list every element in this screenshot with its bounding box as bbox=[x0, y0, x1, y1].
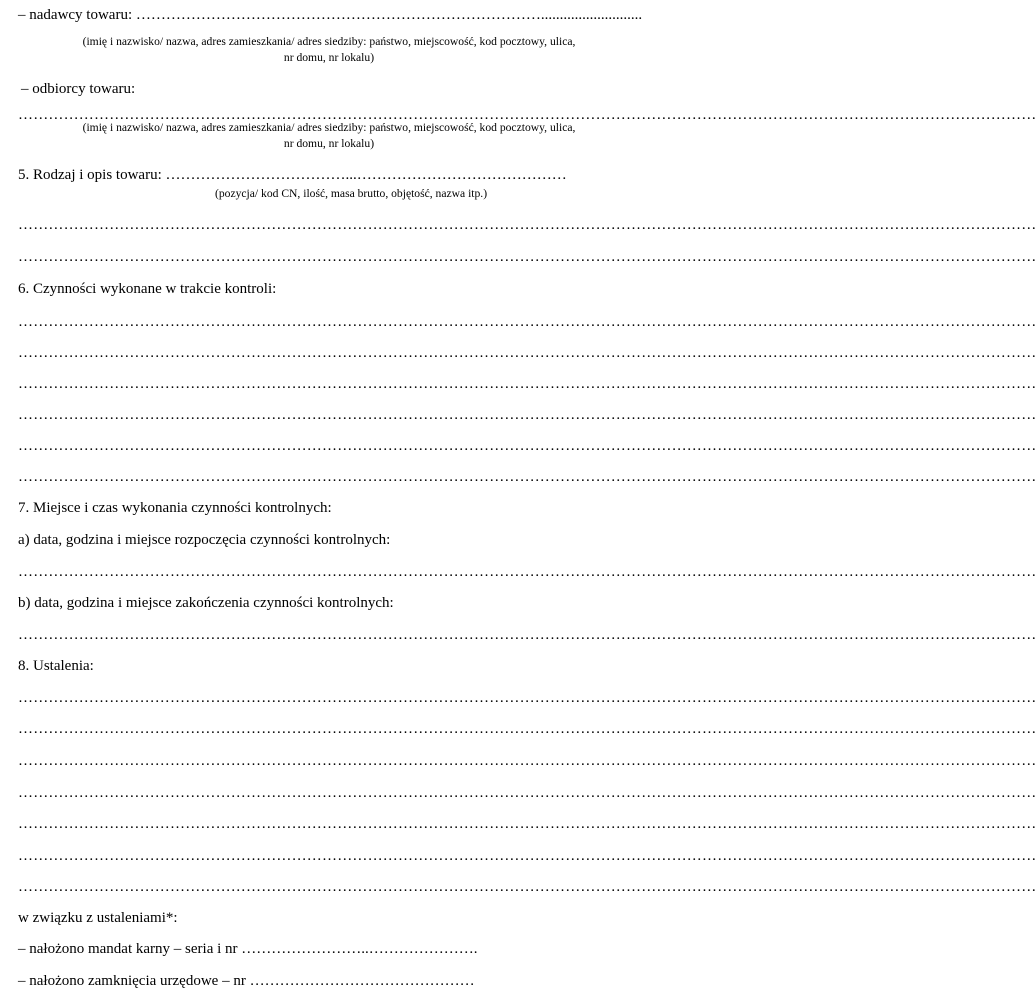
section-6-dotted-line-1[interactable]: ………………………………………………………………………………………………………………………………………………………………………………… bbox=[18, 314, 1036, 330]
section-6-dotted-line-2[interactable]: ………………………………………………………………………………………………………………………………………………………………………………… bbox=[18, 345, 1036, 361]
seal-field bbox=[18, 972, 475, 990]
section-5-field bbox=[18, 166, 567, 184]
section-6-dotted-line-4[interactable]: ………………………………………………………………………………………………………………………………………………………………………………… bbox=[18, 407, 1036, 423]
section-7a-label: a) data, godzina i miejsce rozpoczęcia czynności kontrolnych: bbox=[18, 532, 391, 548]
section-8-dotted-line-4[interactable]: ………………………………………………………………………………………………………………………………………………………………………………… bbox=[18, 785, 1036, 801]
section-7a-dotted-line[interactable]: ………………………………………………………………………………………………………………………………………………………………………………… bbox=[18, 564, 1036, 580]
section-5-dotted-line-2[interactable]: ………………………………………………………………………………………………………………………………………………………………………………… bbox=[18, 249, 1036, 265]
section-7b-dotted-line[interactable]: ………………………………………………………………………………………………………………………………………………………………………………… bbox=[18, 627, 1036, 643]
consequences-label: w związku z ustaleniami*: bbox=[18, 910, 178, 926]
section-7-label: 7. Miejsce i czas wykonania czynności kontrolnych: bbox=[18, 500, 332, 516]
section-8-dotted-line-5[interactable]: ………………………………………………………………………………………………………………………………………………………………………………… bbox=[18, 816, 1036, 832]
section-6-dotted-line-5[interactable]: ………………………………………………………………………………………………………………………………………………………………………………… bbox=[18, 438, 1036, 454]
section-8-dotted-line-1[interactable]: ………………………………………………………………………………………………………………………………………………………………………………… bbox=[18, 690, 1036, 706]
sender-field bbox=[18, 6, 642, 24]
section-5-label: 5. Rodzaj i opis towaru: bbox=[18, 167, 166, 183]
sender-hint-line1: (imię i nazwisko/ nazwa, adres zamieszkania/ adres siedziby: państwo, miejscowość, kod pocztowy, ulica, bbox=[82, 35, 576, 48]
fine-field bbox=[18, 940, 478, 958]
seal-number-fill[interactable]: ……………………………………… bbox=[249, 973, 475, 989]
recipient-label: – odbiorcy towaru: bbox=[21, 81, 136, 97]
section-5-dotted-line-1[interactable]: ………………………………………………………………………………………………………………………………………………………………………………… bbox=[18, 217, 1036, 233]
section-6-dotted-line-6[interactable]: ………………………………………………………………………………………………………………………………………………………………………………… bbox=[18, 469, 1036, 485]
sender-fill[interactable]: ………………………………………………………………………........................... bbox=[135, 7, 643, 23]
fine-number-fill[interactable]: ……………………..…………………. bbox=[241, 941, 478, 957]
section-7b-label: b) data, godzina i miejsce zakończenia czynności kontrolnych: bbox=[18, 595, 394, 611]
section-8-dotted-line-2[interactable]: ………………………………………………………………………………………………………………………………………………………………………………… bbox=[18, 721, 1036, 737]
section-6-label: 6. Czynności wykonane w trakcie kontroli: bbox=[18, 281, 277, 297]
recipient-hint-line2: nr domu, nr lokalu) bbox=[283, 137, 375, 150]
sender-label: – nadawcy towaru: bbox=[18, 7, 136, 23]
recipient-dotted-line[interactable]: ………………………………………………………………………………………………………………………………………………………………………………… bbox=[18, 107, 1036, 123]
seal-label: – nałożono zamknięcia urzędowe – nr bbox=[18, 973, 250, 989]
section-5-hint: (pozycja/ kod CN, ilość, masa brutto, objętość, nazwa itp.) bbox=[215, 187, 488, 200]
section-6-dotted-line-3[interactable]: ………………………………………………………………………………………………………………………………………………………………………………… bbox=[18, 376, 1036, 392]
fine-label: – nałożono mandat karny – seria i nr bbox=[18, 941, 242, 957]
section-5-fill[interactable]: ………………………………...…………………………………… bbox=[165, 167, 567, 183]
section-8-label: 8. Ustalenia: bbox=[18, 658, 94, 674]
section-8-dotted-line-6[interactable]: ………………………………………………………………………………………………………………………………………………………………………………… bbox=[18, 848, 1036, 864]
section-8-dotted-line-7[interactable]: ………………………………………………………………………………………………………………………………………………………………………………… bbox=[18, 879, 1036, 895]
section-8-dotted-line-3[interactable]: ………………………………………………………………………………………………………………………………………………………………………………… bbox=[18, 753, 1036, 769]
sender-hint-line2: nr domu, nr lokalu) bbox=[283, 51, 375, 64]
recipient-hint-line1: (imię i nazwisko/ nazwa, adres zamieszkania/ adres siedziby: państwo, miejscowość, kod pocztowy, ulica, bbox=[82, 121, 576, 134]
